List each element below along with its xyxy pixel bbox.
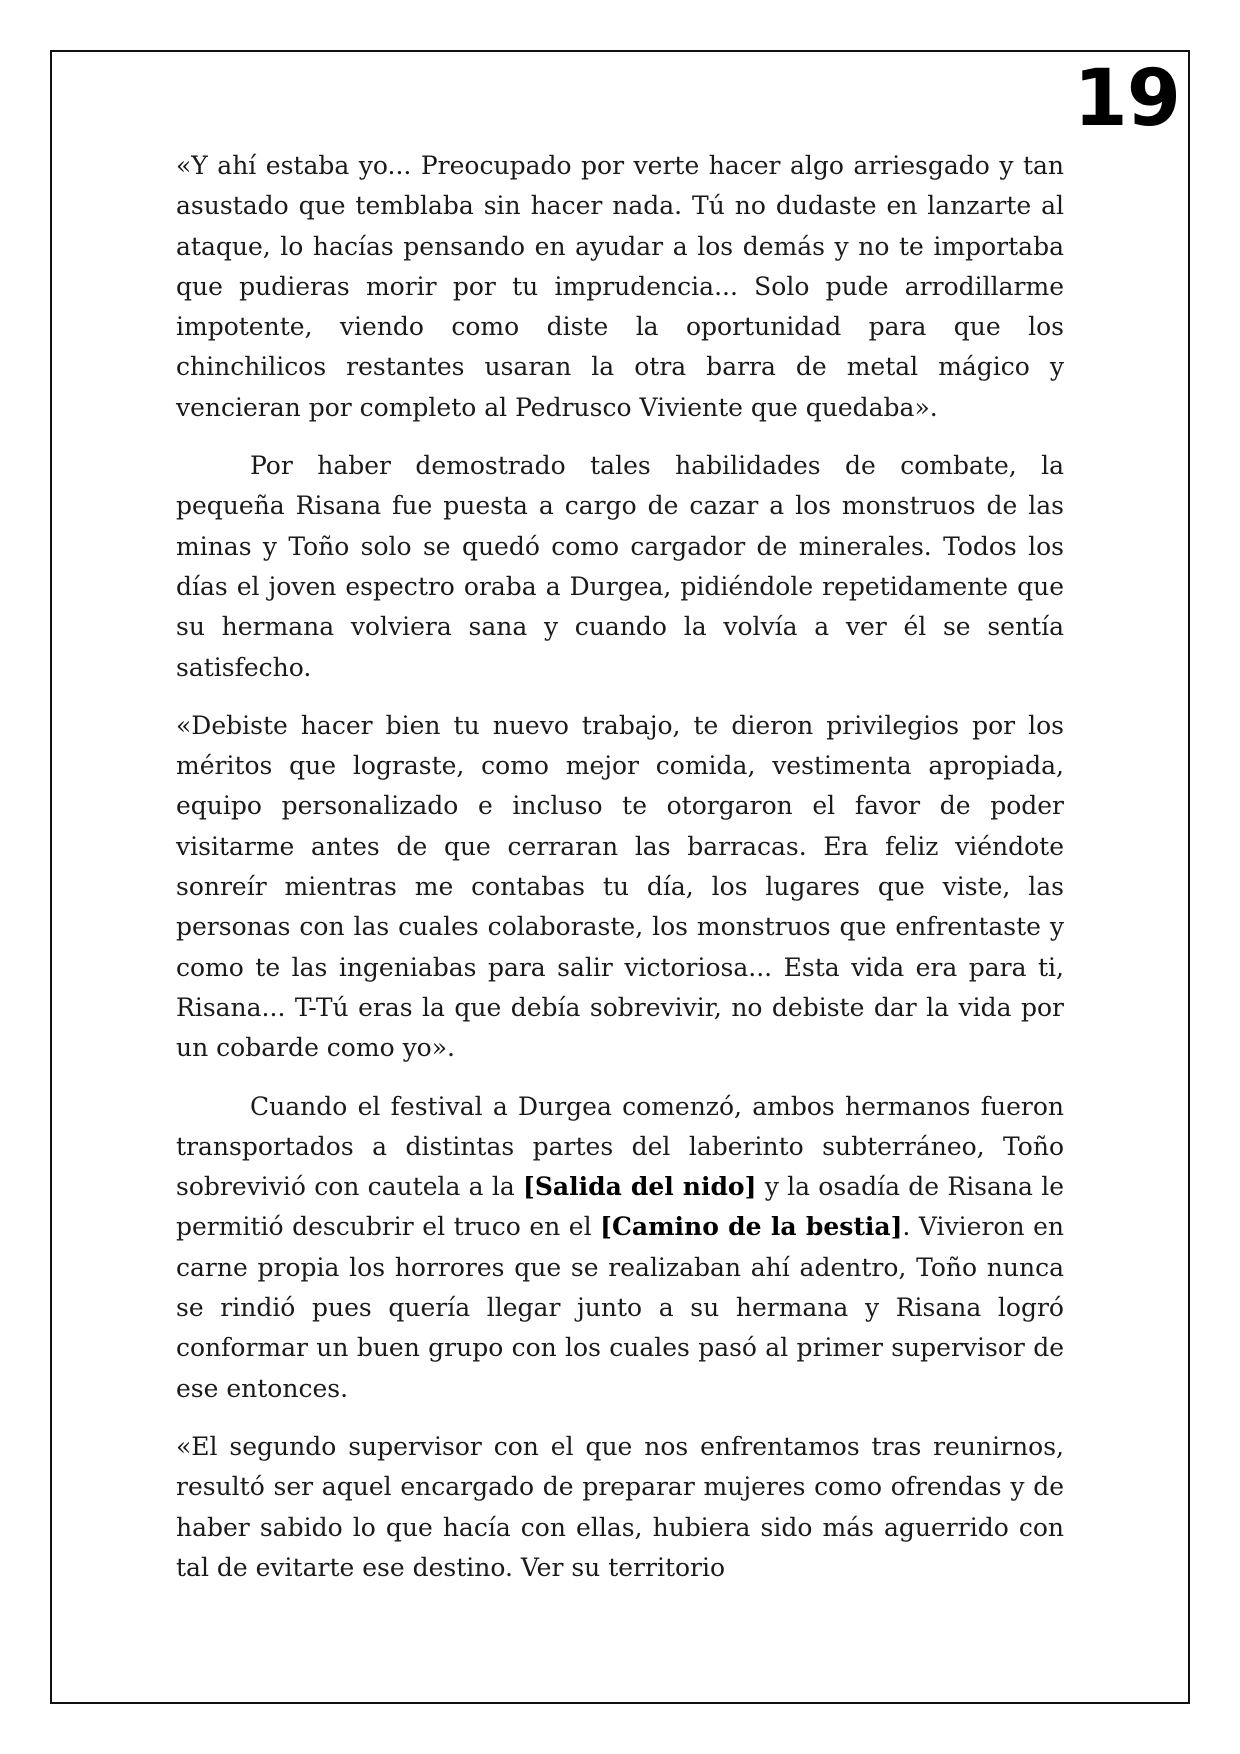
paragraph-2: Por haber demostrado tales habilidades de combate, la pequeña Risana fue puesta a cargo de cazar a los monstruos de las minas y Toño solo se quedó como cargador de minerales. Todos los días el joven espectro oraba a Durgea, pidiéndole repetidamente que su hermana volviera sana y cuando la volvía a ver él se sentía satisfecho. <box>176 451 1064 682</box>
body-text <box>176 146 1064 1606</box>
location-reference-salida-del-nido: [Salida del nido] <box>523 1172 757 1202</box>
paragraph-1: «Y ahí estaba yo... Preocupado por verte hacer algo arriesgado y tan asustado que temblaba sin hacer nada. Tú no dudaste en lanzarte al ataque, lo hacías pensando en ayudar a los demás y no te importaba que pudieras morir por tu imprudencia... Solo pude arrodillarme impotente, viendo como diste la oportunidad para que los chinchilicos restantes usaran la otra barra de metal mágico y vencieran por completo al Pedrusco Viviente que quedaba». <box>176 151 1064 422</box>
paragraph-4-text-b: y la osadía de Risana le permitió descubrir el truco en el <box>176 1172 1064 1242</box>
paragraph-4-text-a: Cuando el festival a Durgea comenzó, ambos hermanos fueron transportados a distintas partes del laberinto subterráneo, Toño sobrevivió con cautela a la <box>176 1091 1064 1202</box>
page-number: 19 <box>1073 54 1180 144</box>
paragraph-3: «Debiste hacer bien tu nuevo trabajo, te dieron privilegios por los méritos que lograste, como mejor comida, vestimenta apropiada, equipo personalizado e incluso te otorgaron el favor de poder visitarme antes de que cerraran las barracas. Era feliz viéndote sonreír mientras me contabas tu día, los lugares que viste, las personas con las cuales colaboraste, los monstruos que enfrentaste y como te las ingeniabas para salir victoriosa... Esta vida era para ti, Risana... T-Tú eras la que debía sobrevivir, no debiste dar la vida por un cobarde como yo». <box>176 710 1064 1063</box>
paragraph-4 <box>176 1087 1064 1409</box>
location-reference-camino-de-la-bestia: [Camino de la bestia] <box>600 1212 903 1242</box>
paragraph-4-text-c: . Vivieron en carne propia los horrores que se realizaban ahí adentro, Toño nunca se rindió pues quería llegar junto a su hermana y Risana logró conformar un buen grupo con los cuales pasó al primer supervisor de ese entonces. <box>176 1212 1065 1403</box>
paragraph-5: «El segundo supervisor con el que nos enfrentamos tras reunirnos, resultó ser aquel encargado de preparar mujeres como ofrendas y de haber sabido lo que hacía con ellas, hubiera sido más aguerrido con tal de evitarte ese destino. Ver su territorio <box>176 1431 1064 1582</box>
